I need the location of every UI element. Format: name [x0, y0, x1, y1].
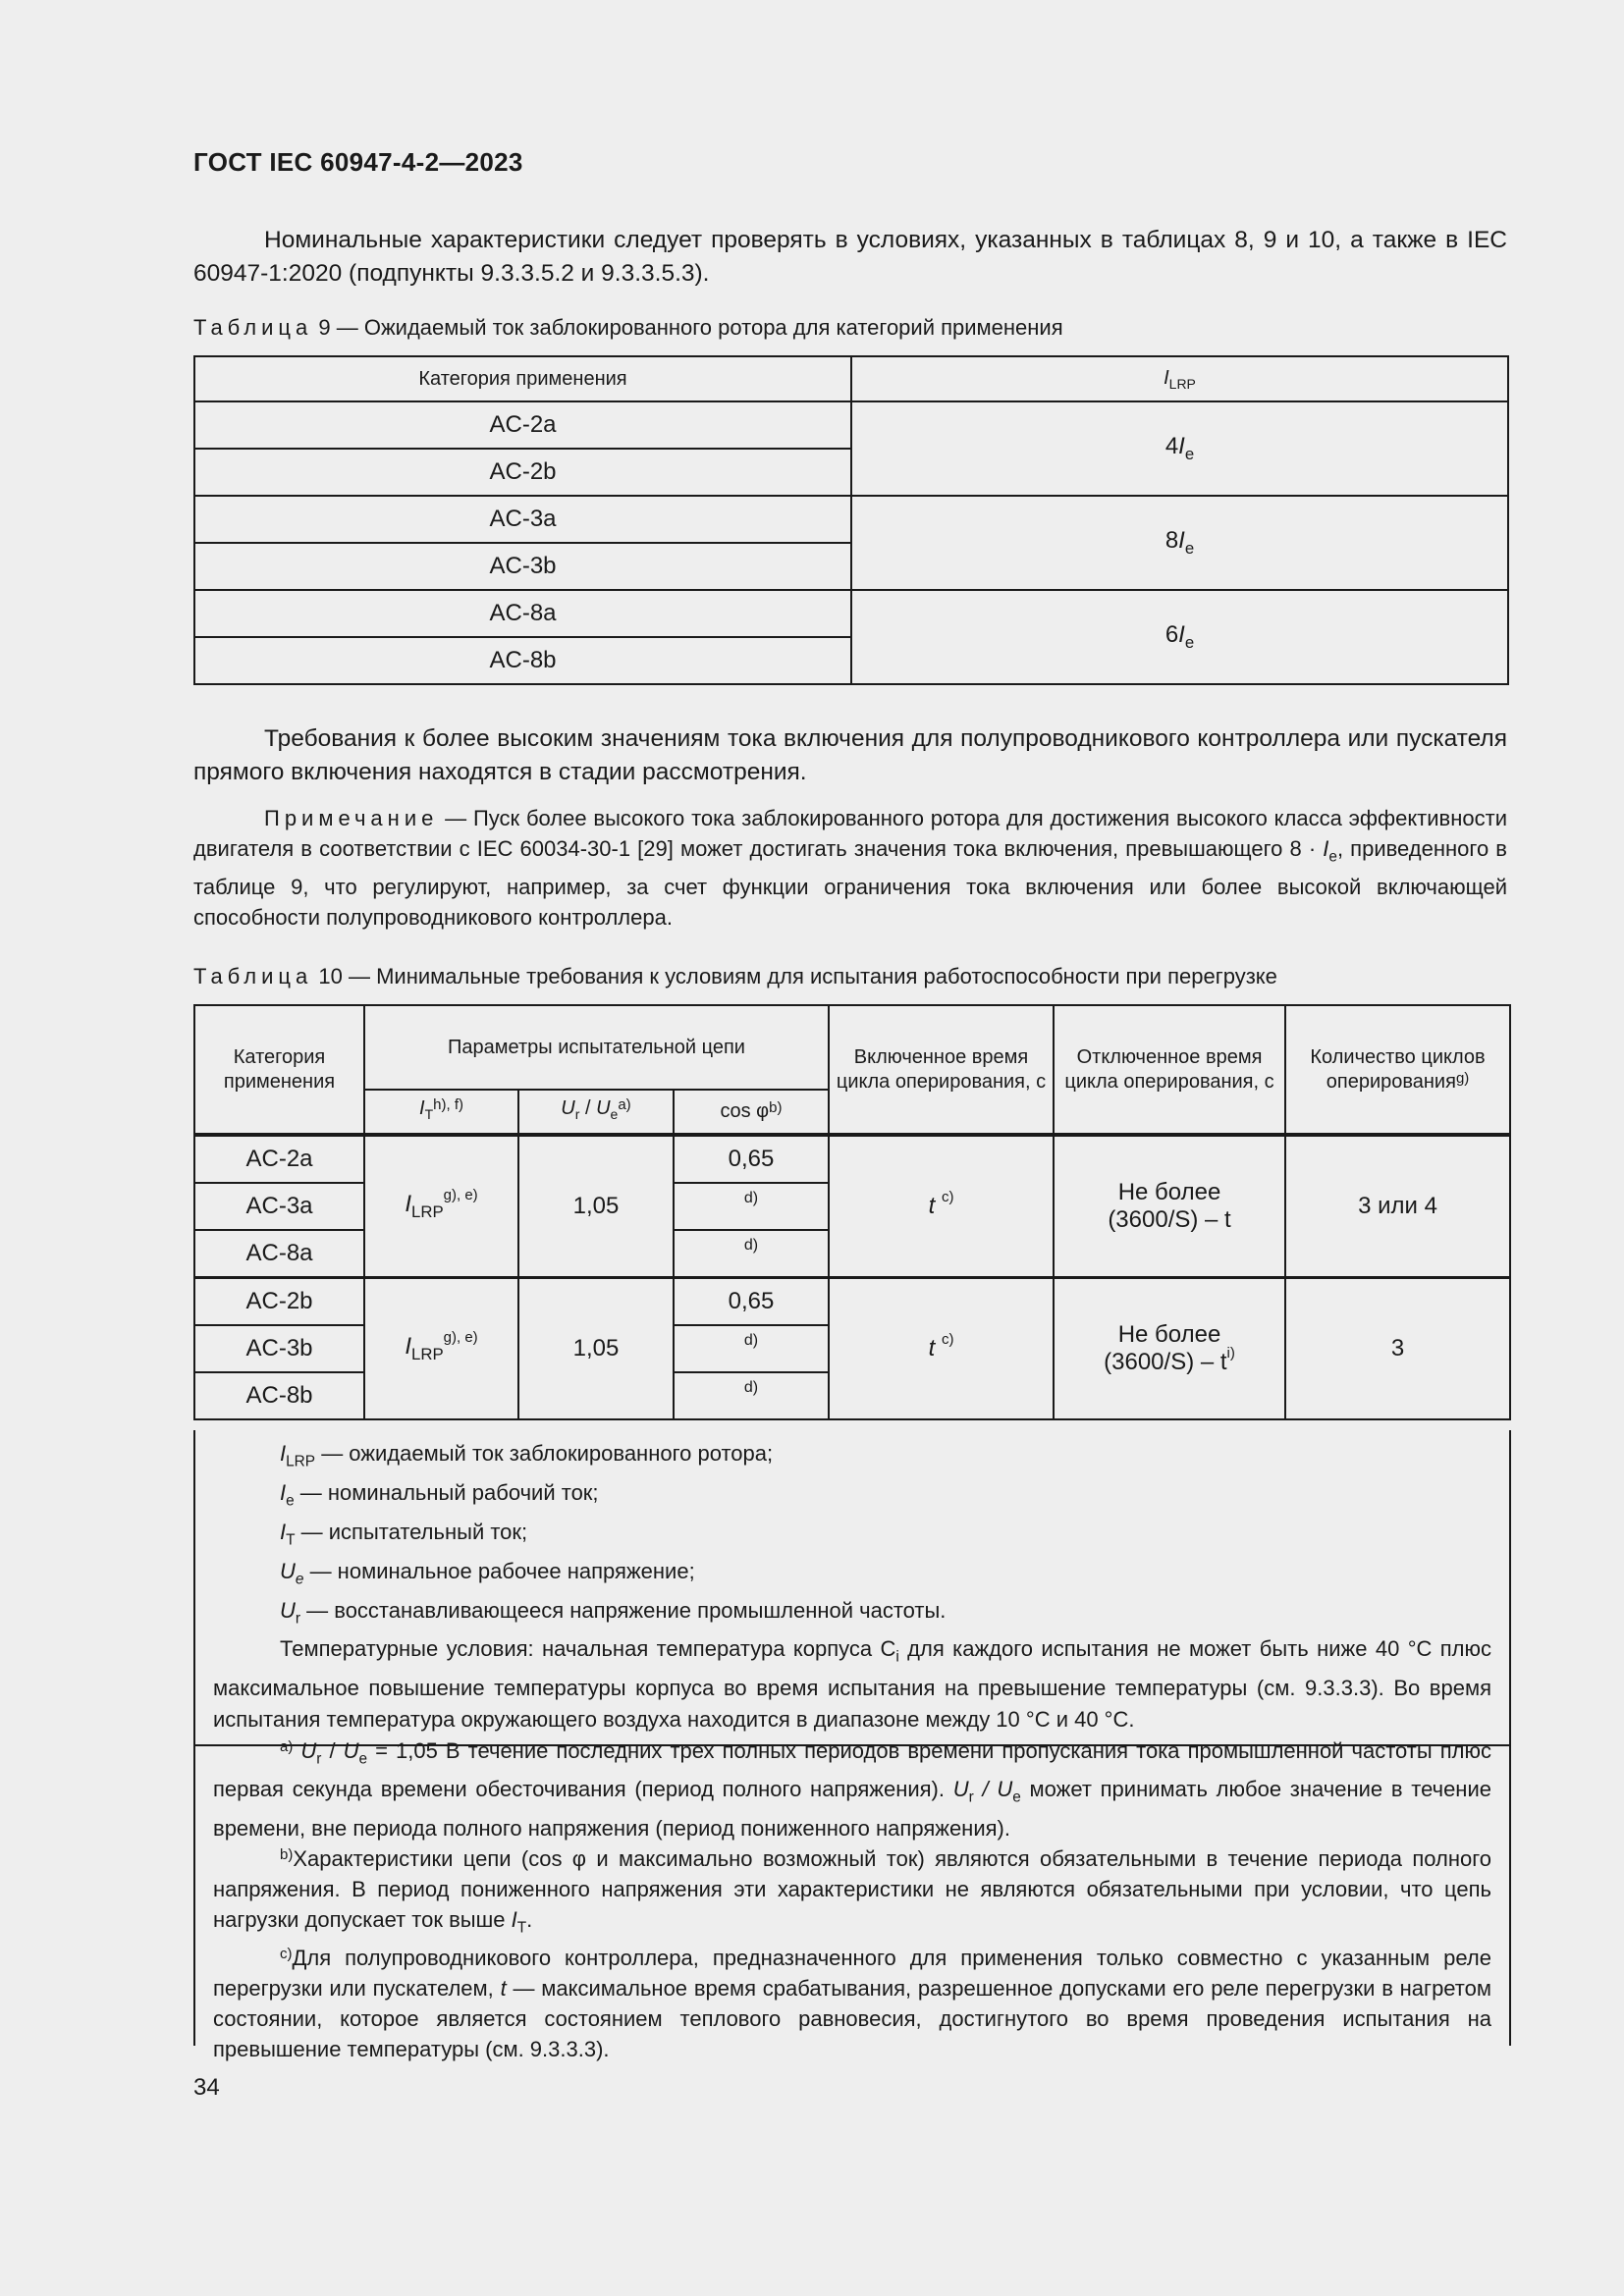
- legend-ue: $U_e$ — номинальное рабочее напряжение;: [280, 1558, 695, 1588]
- paragraph-requirements: Требования к более высоким значениям тока включения для полупроводникового контроллера или пускателя прямого включения находятся в стадии рассмотрения.: [193, 725, 1507, 785]
- footnote-c: $^{c)}$Для полупроводникового контроллера, предназначенного для применения только совместно с указанным реле перегрузки или пускателем, t — максимальное время срабатывания, разрешенное допусками его реле перегрузки в нагретом состоянии, которое является состоянием теплового равновесия, достигнутого во время проведения испытания на превышение температуры (см. 9.3.3.3).: [213, 1946, 1491, 2062]
- note-text-end: , приведенного в таблице 9, что регулируют, например, за счет функции ограничения тока включения или более высокой включающей способности полупроводникового контроллера.: [193, 836, 1507, 931]
- table10-category: AC-8a: [194, 1230, 364, 1278]
- table10-header-off-time: Отключенное время цикла оперирования, с: [1054, 1005, 1285, 1135]
- footnote-b: $^{b)}$Характеристики цепи (cos φ и максимально возможный ток) являются обязательными в течение периода полного напряжения. В период пониженного напряжения эти характеристики не являются обязательными при условии, что цепь нагрузки допускает ток выше $I_T$.: [213, 1845, 1491, 1937]
- table10-header-cycles: Количество циклов оперирования$^{g)}$: [1285, 1005, 1510, 1135]
- table9-caption: [193, 315, 1063, 341]
- table10-header-params: Параметры испытательной цепи: [364, 1005, 829, 1090]
- table10-footnotes: [193, 1730, 1511, 2062]
- note-text: — Пуск более высокого тока заблокированного ротора для достижения высокого класса эффективности двигателя в соответствии с IEC 60034-30-1 [29] может достигать значения тока включения, превышающего 8 ·: [193, 806, 1507, 861]
- table10-cos: d): [674, 1325, 829, 1372]
- table10-category: AC-8b: [194, 1372, 364, 1419]
- page-number: 34: [193, 2074, 220, 2101]
- table10-cos: 0,65: [674, 1278, 829, 1326]
- table9-row-category: AC-3a: [194, 496, 851, 543]
- table10-caption: [193, 964, 1277, 989]
- table10-header-it: $I_T^{h), f)}$: [364, 1090, 518, 1135]
- table10-cycles: 3 или 4: [1285, 1135, 1510, 1278]
- ilrp-symbol: I: [1164, 366, 1169, 389]
- table10-category: AC-3b: [194, 1325, 364, 1372]
- table10-cos: d): [674, 1183, 829, 1230]
- intro-paragraph: Номинальные характеристики следует проверять в условиях, указанных в таблицах 8, 9 и 10, а также в IEC 60947-1:2020 (подпункты 9.3.3.5.2 и 9.3.3.5.3).: [193, 227, 1507, 287]
- table9-row-category: AC-2b: [194, 449, 851, 496]
- table10-header-category: Категория применения: [194, 1005, 364, 1135]
- legend-it: $I_T$ — испытательный ток;: [280, 1519, 528, 1549]
- table10: [193, 1004, 1511, 1420]
- table9-header-ilrp: [851, 356, 1508, 401]
- table10-header-cos: $\cos \varphi^{b)}$: [674, 1090, 829, 1135]
- table10-header-ur-ue: $U_r / U_e^{a)}$: [518, 1090, 674, 1135]
- legend-ilrp: $I_{LRP}$ — ожидаемый ток заблокированного ротора;: [280, 1441, 774, 1470]
- table10-off-time: Не более $(3600/S) - t^{i)}$: [1054, 1278, 1285, 1420]
- table10-cos: d): [674, 1372, 829, 1419]
- table10-on-time: t $^{c)}$: [829, 1135, 1054, 1278]
- table10-voltage: 1,05: [518, 1278, 674, 1420]
- table9-value: $8I_e$: [851, 496, 1508, 590]
- table10-current: $I_{LRP}^{g), e)}$: [364, 1135, 518, 1278]
- legend-temperature: Температурные условия: начальная температура корпуса $C_i$ для каждого испытания не может быть ниже 40 °C плюс максимальное повышение температуры корпуса во время испытания на превышение температуры (см. 9.3.3.3). Во время испытания температура окружающего воздуха находится в диапазоне между 10 °C и 40 °C.: [213, 1636, 1491, 1732]
- table9: [193, 355, 1509, 685]
- table10-off-time: Не более (3600/S) – t: [1054, 1135, 1285, 1278]
- table10-header-on-time: Включенное время цикла оперирования, с: [829, 1005, 1054, 1135]
- table10-caption-label: Таблица: [193, 964, 313, 988]
- table9-caption-label: Таблица: [193, 315, 313, 340]
- table10-voltage: 1,05: [518, 1135, 674, 1278]
- table10-cos: d): [674, 1230, 829, 1278]
- table9-row-category: AC-3b: [194, 543, 851, 590]
- legend-ur: $U_r$ — восстанавливающееся напряжение промышленной частоты.: [280, 1597, 947, 1627]
- table10-caption-text: 10 — Минимальные требования к условиям для испытания работоспособности при перегрузке: [312, 964, 1277, 988]
- ilrp-subscript: LRP: [1168, 375, 1196, 392]
- table10-category: AC-3a: [194, 1183, 364, 1230]
- table9-value: $4I_e$: [851, 401, 1508, 496]
- note-label: Примечание: [264, 806, 439, 830]
- table10-on-time: t $^{c)}$: [829, 1278, 1054, 1420]
- note-paragraph: Примечание — Пуск более высокого тока заблокированного ротора для достижения высокого класса эффективности двигателя в соответствии с IEC 60034-30-1 [29] может достигать значения тока включения, превышающего $8 \cdot I_e$, приведенного в таблице 9, что регулируют, например, за счет функции ограничения тока включения или более высокой включающей способности полупроводникового контроллера.: [193, 806, 1507, 931]
- table10-cycles: 3: [1285, 1278, 1510, 1420]
- table9-value: $6I_e$: [851, 590, 1508, 684]
- table10-category: AC-2a: [194, 1135, 364, 1183]
- footnote-a: $^{a)}$ $U_r / U_e = 1,05$ В течение последних трех полных периодов времени пропускания тока промышленной частоты плюс первая секунда времени обесточивания (период полного напряжения). $U_r / U_e$ может принимать любое значение в течение времени, вне периода полного напряжения (период пониженного напряжения).: [213, 1738, 1491, 1841]
- table9-row-category: AC-8b: [194, 637, 851, 684]
- table9-row-category: AC-8a: [194, 590, 851, 637]
- table9-header-category: Категория применения: [194, 356, 851, 401]
- legend-ie: $I_e$ — номинальный рабочий ток;: [280, 1479, 599, 1510]
- table9-row-category: AC-2a: [194, 401, 851, 449]
- document-header: ГОСТ IEC 60947-4-2—2023: [193, 147, 523, 177]
- table10-category: AC-2b: [194, 1278, 364, 1326]
- table10-legend: [193, 1430, 1511, 1746]
- table9-caption-text: 9 — Ожидаемый ток заблокированного ротора для категорий применения: [312, 315, 1063, 340]
- table10-current: $I_{LRP}^{g), e)}$: [364, 1278, 518, 1420]
- table10-cos: 0,65: [674, 1135, 829, 1183]
